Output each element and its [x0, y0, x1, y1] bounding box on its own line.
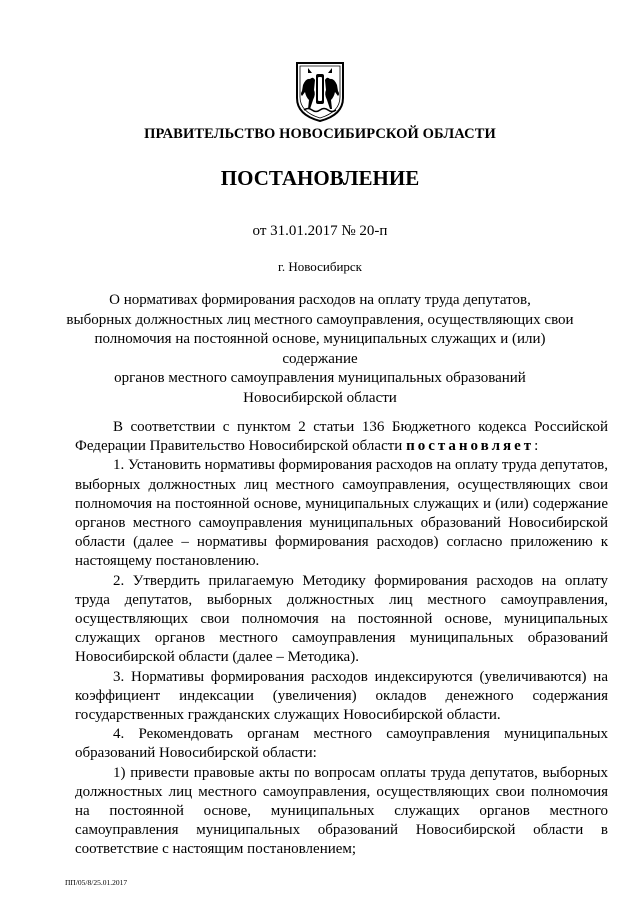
- paragraph-item-4-1: 1) привести правовые акты по вопросам оплаты труда депутатов, выборных должностных лиц местного самоуправления, осуществляющих свои полномочия на постоянной основе, муниципальных служащих органов местного самоуправления муниципальных образований Новосибирской области в соответствие с настоящим постановлением;: [75, 764, 608, 858]
- title-line: О нормативах формирования расходов на оплату труда депутатов,: [109, 292, 531, 308]
- paragraph-item-2: 2. Утвердить прилагаемую Методику формирования расходов на оплату труда депутатов, выборных должностных лиц местного самоуправления, осуществляющих свои полномочия на постоянной основе, муниципальных служащих органов местного самоуправления муниципальных образований Новосибирской области (далее – Методика).: [75, 572, 608, 666]
- paragraph-item-3: 3. Нормативы формирования расходов индексируются (увеличиваются) на коэффициент индексации (увеличения) окладов денежного содержания государственных гражданских служащих Новосибирской области.: [75, 668, 608, 724]
- paragraph-item-4: 4. Рекомендовать органам местного самоуправления муниципальных образований Новосибирской области:: [75, 726, 608, 762]
- title-line: Новосибирской области: [243, 389, 397, 406]
- document-date-number: от 31.01.2017 № 20-п: [252, 223, 388, 239]
- document-title: [60, 291, 580, 408]
- paragraph-item-1: 1. Установить нормативы формирования расходов на оплату труда депутатов, выборных должностных лиц местного самоуправления, осуществляющих свои полномочия на постоянной основе, муниципальных служащих и (или) содержание органов местного самоуправления муниципальных образований Новосибирской области (далее – нормативы формирования расходов) согласно приложению к настоящему постановлению.: [75, 457, 608, 570]
- title-line: органов местного самоуправления муниципальных образований: [114, 370, 526, 386]
- coat-of-arms-emblem: [294, 60, 346, 123]
- document-body: [75, 418, 608, 860]
- footer-code: ПП/05/8/25.01.2017: [65, 878, 128, 887]
- intro-text: В соответствии с пунктом 2 статьи 136 Бюджетного кодекса Российской Федерации Правительство Новосибирской области: [75, 419, 608, 455]
- title-line: полномочия на постоянной основе, муниципальных служащих и (или) содержание: [94, 331, 546, 367]
- document-type: ПОСТАНОВЛЕНИЕ: [220, 166, 420, 190]
- document-city: г. Новосибирск: [277, 259, 362, 274]
- intro-suffix: :: [534, 438, 539, 455]
- organization-name: ПРАВИТЕЛЬСТВО НОВОСИБИРСКОЙ ОБЛАСТИ: [144, 126, 496, 142]
- resolution-keyword: постановляет: [406, 438, 535, 455]
- title-line: выборных должностных лиц местного самоуправления, осуществляющих свои: [66, 311, 574, 328]
- intro-paragraph: [75, 418, 608, 456]
